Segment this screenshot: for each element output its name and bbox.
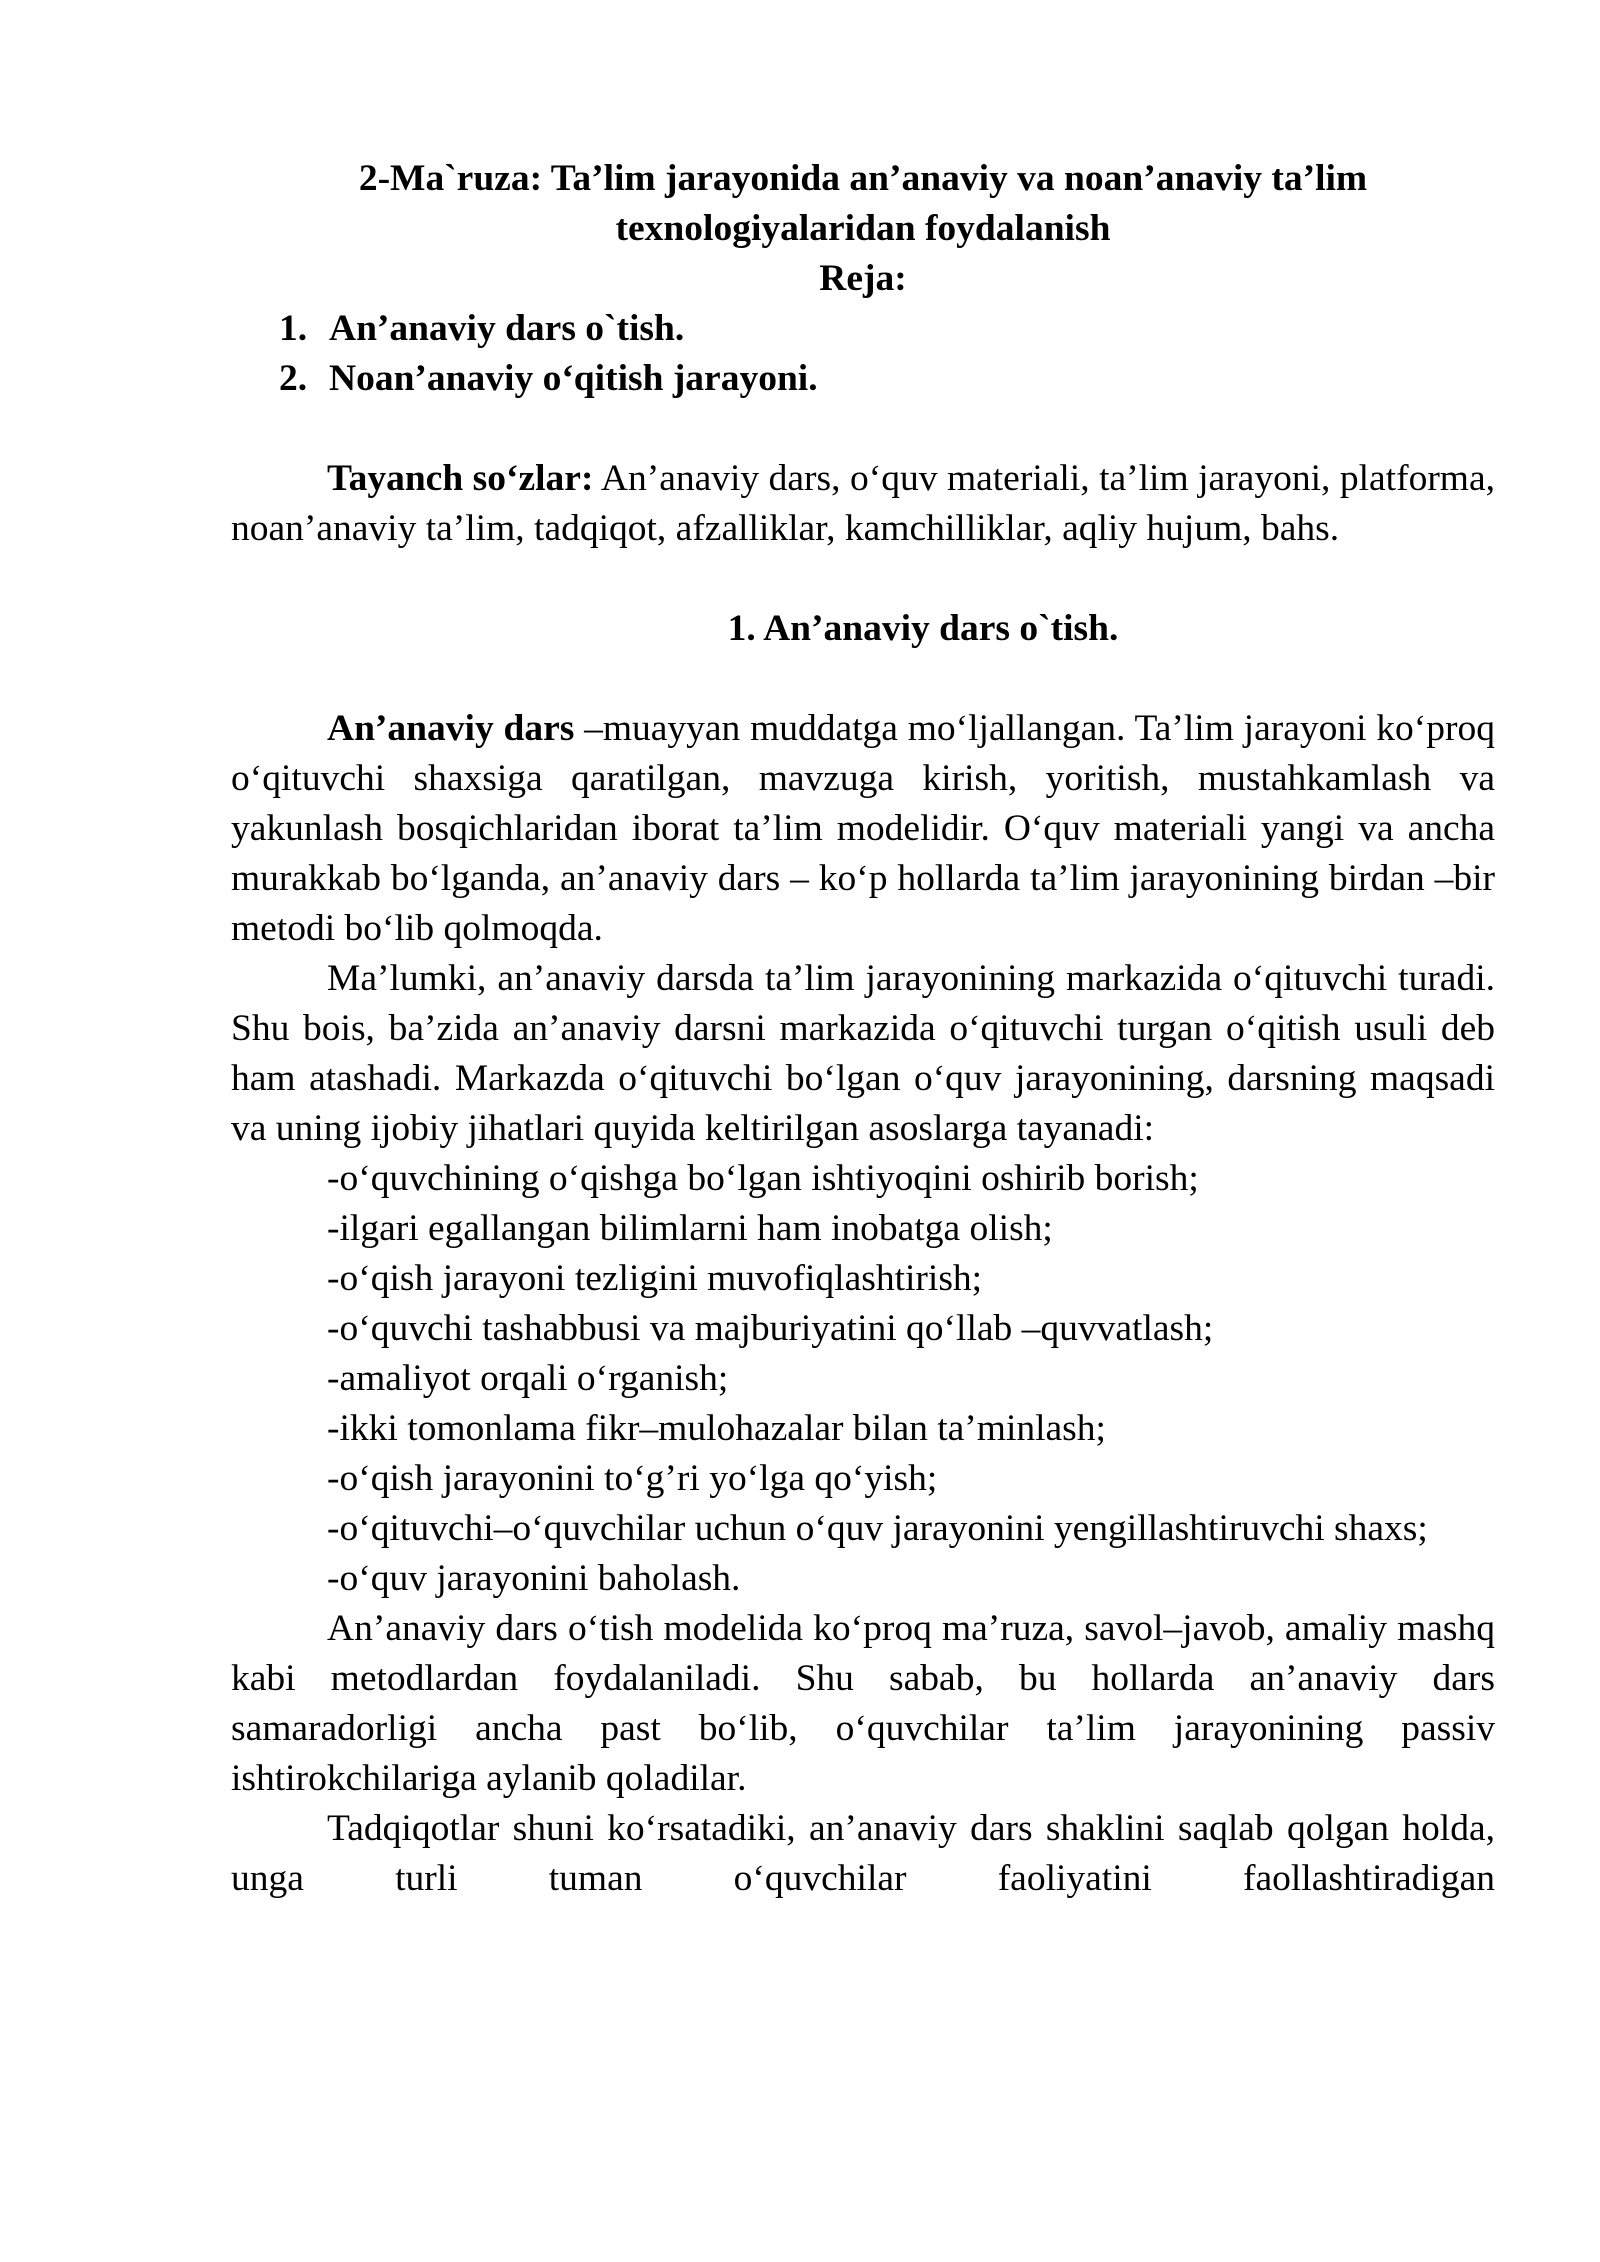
list-item: -o‘qish jarayonini to‘g’ri yo‘lga qo‘yish; [327,1458,938,1499]
lecture-title [231,154,1495,304]
spacer [231,654,1495,704]
title-line-2: texnologiyalaridan foydalanish [615,208,1111,249]
document-content [231,154,1495,1904]
plan-heading: Reja: [819,258,907,299]
keywords-label: Tayanch so‘zlar: [327,458,594,499]
list-item: -o‘qituvchi–o‘quvchilar uchun o‘quv jarayonini yengillashtiruvchi shaxs; [327,1508,1428,1549]
spacer [231,554,1495,604]
list-item: -ikki tomonlama fikr–mulohazalar bilan ta’minlash; [327,1408,1106,1449]
list-item: -o‘quvchi tashabbusi va majburiyatini qo‘llab –quvvatlash; [327,1308,1214,1349]
title-line-1: 2-Ma`ruza: Ta’lim jarayonida an’anaviy va noan’anaviy ta’lim [358,158,1368,199]
section-heading: 1. An’anaviy dars o`tish. [727,608,1119,649]
list-item: -o‘quvchining o‘qishga bo‘lgan ishtiyoqini oshirib borish; [327,1158,1199,1199]
plan-list [231,304,1495,404]
keywords-text: An’anaviy dars, o‘quv materiali, ta’lim jarayoni, platforma, noan’anaviy ta’lim, tadqiqot, afzalliklar, kamchilliklar, aqliy hujum, bahs. [231,458,1495,549]
list-item: -ilgari egallangan bilimlarni ham inobatga olish; [327,1208,1053,1249]
keywords-paragraph [231,454,1495,554]
list-item: -o‘qish jarayoni tezligini muvofiqlashtirish; [327,1258,983,1299]
term-bold: An’anaviy dars [327,708,575,749]
body-paragraph: An’anaviy dars o‘tish modelida ko‘proq ma’ruza, savol–javob, amaliy mashq kabi metodlardan foydalaniladi. Shu sabab, bu hollarda an’anaviy dars samaradorligi ancha past bo‘lib, o‘quvchilar ta’lim jarayonining passiv ishtirokchilariga aylanib qoladilar. [231,1608,1495,1799]
list-item: -amaliyot orqali o‘rganish; [327,1358,729,1399]
plan-item: 2. Noan’anaviy o‘qitish jarayoni. [279,358,818,399]
plan-item: 1. An’anaviy dars o`tish. [279,308,685,349]
spacer [231,404,1495,454]
body-paragraph: An’anaviy dars –muayyan muddatga mo‘ljallangan. Ta’lim jarayoni ko‘proq o‘qituvchi shaxsiga qaratilgan, mavzuga kirish, yoritish, mustahkamlash va yakunlash bosqichlaridan iborat ta’lim modelidir. O‘quv materiali yangi va ancha murakkab bo‘lganda, an’anaviy dars – ko‘p hollarda ta’lim jarayonining birdan –bir metodi bo‘lib qolmoqda. [231,708,1496,949]
body-paragraph: Tadqiqotlar shuni ko‘rsatadiki, an’anaviy dars shaklini saqlab qolgan holda, unga turli tuman o‘quvchilar faoliyatini faollashtiradigan [231,1808,1495,1899]
body-paragraph: Ma’lumki, an’anaviy darsda ta’lim jarayonining markazida o‘qituvchi turadi. Shu bois, ba’zida an’anaviy darsni markazida o‘qituvchi turgan o‘qitish usuli deb ham atashadi. Markazda o‘qituvchi bo‘lgan o‘quv jarayonining, darsning maqsadi va uning ijobiy jihatlari quyida keltirilgan asoslarga tayanadi: [231,958,1495,1149]
list-item: -o‘quv jarayonini baholash. [327,1558,741,1599]
